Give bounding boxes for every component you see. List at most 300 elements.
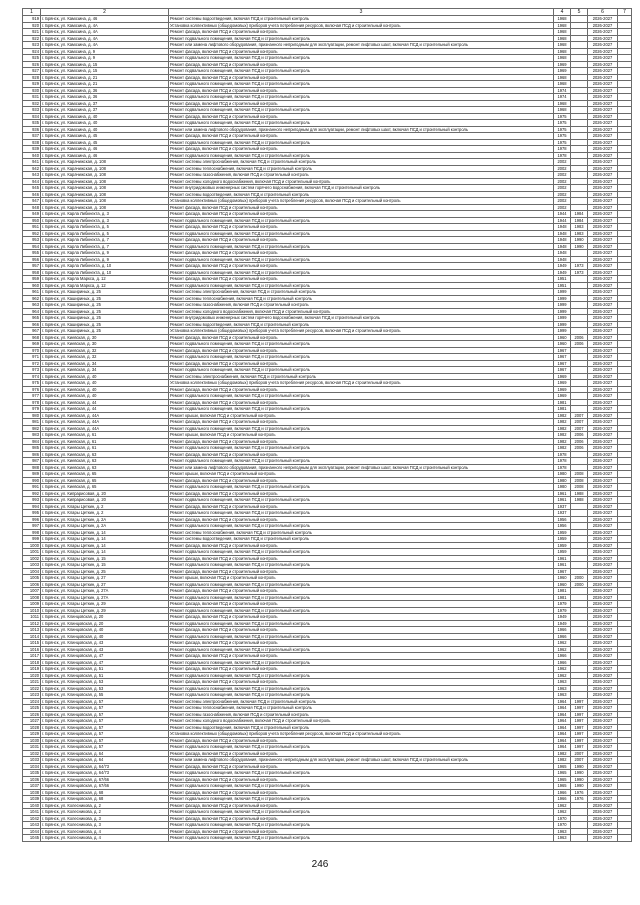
period-cell: 2026-2027	[588, 581, 618, 588]
address-cell: г. Брянск, ул. Клинцовская, д. 51	[41, 666, 169, 673]
row-number: 959	[23, 276, 41, 283]
row-number: 1032	[23, 750, 41, 757]
year-rebuilt-cell: 2006	[571, 432, 588, 439]
work-type-cell: Ремонт подвального помещения, включая ПСД и строительный контроль	[169, 68, 554, 75]
year-built-cell: 1948	[554, 230, 571, 237]
row-number: 968	[23, 334, 41, 341]
year-built-cell: 1999	[554, 295, 571, 302]
period-cell: 2026-2027	[588, 698, 618, 705]
address-cell: г. Брянск, ул. Киевская, д. 63	[41, 464, 169, 471]
address-cell: г. Брянск, ул. Кашириных, д. 25	[41, 302, 169, 309]
period-cell: 2026-2027	[588, 789, 618, 796]
address-cell: г. Брянск, ул. Клары Цеткин, д. 27	[41, 575, 169, 582]
year-rebuilt-cell: 1990	[571, 776, 588, 783]
address-cell: г. Брянск, ул. Киевская, д. 63	[41, 458, 169, 465]
work-type-cell: Ремонт подвального помещения, включая ПСД и строительный контроль	[169, 367, 554, 374]
period-cell: 2026-2027	[588, 757, 618, 764]
address-cell: г. Брянск, ул. Клинцовская, д. 67/66	[41, 783, 169, 790]
table-header-row	[23, 9, 632, 16]
period-cell: 2026-2027	[588, 432, 618, 439]
period-cell: 2026-2027	[588, 503, 618, 510]
row-number: 997	[23, 523, 41, 530]
period-cell: 2026-2027	[588, 61, 618, 68]
column-header-3: 3	[169, 9, 554, 16]
row-number: 969	[23, 341, 41, 348]
year-rebuilt-cell: 1997	[571, 737, 588, 744]
address-cell: г. Брянск, ул. Камозина, д. 37	[41, 100, 169, 107]
year-built-cell: 1948	[554, 224, 571, 231]
year-built-cell: 1968	[554, 16, 571, 23]
work-type-cell: Ремонт системы теплоснабжения, включая ПСД и строительный контроль	[169, 705, 554, 712]
row-number: 957	[23, 263, 41, 270]
period-cell: 2026-2027	[588, 230, 618, 237]
period-cell: 2026-2027	[588, 562, 618, 569]
year-built-cell: 1970	[554, 822, 571, 829]
row-number: 926	[23, 61, 41, 68]
work-type-cell: Ремонт фасада, включая ПСД и строительный контроль	[169, 640, 554, 647]
row-number: 972	[23, 360, 41, 367]
row-number: 1003	[23, 562, 41, 569]
work-type-cell: Ремонт подвального помещения, включая ПСД и строительный контроль	[169, 107, 554, 114]
row-number: 956	[23, 256, 41, 263]
row-number: 984	[23, 438, 41, 445]
row-number: 919	[23, 16, 41, 23]
row-number: 991	[23, 484, 41, 491]
year-built-cell: 1944	[554, 211, 571, 218]
year-built-cell: 1982	[554, 412, 571, 419]
work-type-cell: Ремонт фасада, включая ПСД и строительный контроль	[169, 737, 554, 744]
year-rebuilt-cell: 1997	[571, 698, 588, 705]
year-rebuilt-cell: 1990	[571, 770, 588, 777]
work-type-cell: Ремонт подвального помещения, включая ПСД и строительный контроль	[169, 659, 554, 666]
period-cell: 2026-2027	[588, 269, 618, 276]
period-cell: 2026-2027	[588, 113, 618, 120]
year-rebuilt-cell: 1990	[571, 783, 588, 790]
row-number: 1001	[23, 549, 41, 556]
work-type-cell: Ремонт подвального помещения, включая ПСД и строительный контроль	[169, 484, 554, 491]
period-cell: 2026-2027	[588, 555, 618, 562]
year-built-cell: 1962	[554, 640, 571, 647]
work-type-cell: Ремонт фасада, включая ПСД и строительный контроль	[169, 113, 554, 120]
row-number: 978	[23, 399, 41, 406]
year-built-cell: 2002	[554, 178, 571, 185]
year-rebuilt-cell	[571, 835, 588, 842]
address-cell: г. Брянск, ул. Киевская, д. 40	[41, 386, 169, 393]
year-built-cell: 1964	[554, 731, 571, 738]
address-cell: г. Брянск, ул. Клинцовская, д. 57	[41, 737, 169, 744]
work-type-cell: Ремонт системы водоотведения, включая ПСД и строительный контроль	[169, 16, 554, 23]
address-cell: г. Брянск, ул. Клары Цеткин, д. 29	[41, 607, 169, 614]
year-built-cell: 1949	[554, 620, 571, 627]
year-built-cell: 1964	[554, 711, 571, 718]
year-built-cell: 1999	[554, 328, 571, 335]
address-cell: г. Брянск, ул. Киевская, д. 30	[41, 341, 169, 348]
work-type-cell: Ремонт фасада, включая ПСД и строительный контроль	[169, 386, 554, 393]
work-type-cell: Ремонт фасада, включая ПСД и строительный контроль	[169, 419, 554, 426]
work-type-cell: Ремонт фасада, включая ПСД и строительный контроль	[169, 627, 554, 634]
row-number: 932	[23, 100, 41, 107]
address-cell: г. Брянск, ул. Клары Цеткин, д. 27А	[41, 588, 169, 595]
period-cell: 2026-2027	[588, 347, 618, 354]
address-cell: г. Брянск, ул. Клинцовская, д. 20	[41, 614, 169, 621]
address-cell: г. Брянск, ул. Кашириных, д. 25	[41, 321, 169, 328]
period-cell: 2026-2027	[588, 159, 618, 166]
year-built-cell: 1981	[554, 588, 571, 595]
address-cell: г. Брянск, ул. Кипрарисовая, д. 20	[41, 497, 169, 504]
period-cell: 2026-2027	[588, 445, 618, 452]
address-cell: г. Брянск, ул. Кашириных, д. 25	[41, 295, 169, 302]
work-type-cell: Ремонт крыши, включая ПСД и строительный контроль	[169, 471, 554, 478]
period-cell: 2026-2027	[588, 568, 618, 575]
address-cell: г. Брянск, ул. Киевская, д. 44А	[41, 425, 169, 432]
work-type-cell: Установка коллективных (общедомовых) приборов учета потребления ресурсов, включая ПСД и строительный контроль	[169, 328, 554, 335]
work-type-cell: Ремонт подвального помещения, включая ПСД и строительный контроль	[169, 523, 554, 530]
work-type-cell: Ремонт фасада, включая ПСД и строительный контроль	[169, 399, 554, 406]
period-cell: 2026-2027	[588, 783, 618, 790]
address-cell: г. Брянск, ул. Клары Цеткин, д. 14	[41, 549, 169, 556]
period-cell: 2026-2027	[588, 94, 618, 101]
year-rebuilt-cell: 2007	[571, 757, 588, 764]
work-type-cell: Ремонт подвального помещения, включая ПСД и строительный контроль	[169, 685, 554, 692]
row-number: 985	[23, 445, 41, 452]
year-built-cell: 1980	[554, 477, 571, 484]
year-built-cell: 2002	[554, 204, 571, 211]
work-type-cell: Ремонт подвального помещения, включая ПСД и строительный контроль	[169, 120, 554, 127]
period-cell: 2026-2027	[588, 204, 618, 211]
work-type-cell: Ремонт подвального помещения, включая ПСД и строительный контроль	[169, 94, 554, 101]
row-number: 1043	[23, 822, 41, 829]
work-type-cell: Ремонт системы теплоснабжения, включая ПСД и строительный контроль	[169, 529, 554, 536]
row-number: 1016	[23, 646, 41, 653]
period-cell: 2026-2027	[588, 607, 618, 614]
row-number: 1026	[23, 711, 41, 718]
work-type-cell: Ремонт подвального помещения, включая ПСД и строительный контроль	[169, 562, 554, 569]
period-cell: 2026-2027	[588, 74, 618, 81]
work-type-cell: Ремонт подвального помещения, включая ПСД и строительный контроль	[169, 549, 554, 556]
address-cell: г. Брянск, ул. Карачижская, д. 108	[41, 165, 169, 172]
address-cell: г. Брянск, ул. Карла Либкнехта, д. 10	[41, 263, 169, 270]
row-number: 1013	[23, 627, 41, 634]
year-built-cell: 2002	[554, 185, 571, 192]
year-built-cell: 1949	[554, 263, 571, 270]
row-number: 982	[23, 425, 41, 432]
work-type-cell: Ремонт системы холодного водоснабжения, включая ПСД и строительный контроль	[169, 308, 554, 315]
year-built-cell: 1959	[554, 529, 571, 536]
row-number: 949	[23, 211, 41, 218]
row-number: 939	[23, 146, 41, 153]
period-cell: 2026-2027	[588, 399, 618, 406]
year-built-cell: 1967	[554, 347, 571, 354]
address-cell: г. Брянск, ул. Киевская, д. 63	[41, 451, 169, 458]
address-cell: г. Брянск, ул. Клары Цеткин, д. 15	[41, 562, 169, 569]
row-number: 981	[23, 419, 41, 426]
address-cell: г. Брянск, ул. Колесникова, д. 2	[41, 809, 169, 816]
period-cell: 2026-2027	[588, 523, 618, 530]
period-cell: 2026-2027	[588, 321, 618, 328]
row-number: 1036	[23, 776, 41, 783]
year-built-cell: 1968	[554, 29, 571, 36]
row-number: 983	[23, 432, 41, 439]
year-built-cell: 1982	[554, 438, 571, 445]
row-number: 961	[23, 289, 41, 296]
address-cell: г. Брянск, ул. Карла Либкнехта, д. 7	[41, 237, 169, 244]
work-type-cell: Ремонт фасада, включая ПСД и строительный контроль	[169, 477, 554, 484]
address-cell: г. Брянск, ул. Клинцовская, д. 40	[41, 627, 169, 634]
year-built-cell: 1968	[554, 100, 571, 107]
address-cell: г. Брянск, ул. Клары Цеткин, д. 2А	[41, 516, 169, 523]
period-cell: 2026-2027	[588, 295, 618, 302]
year-rebuilt-cell: 1990	[571, 243, 588, 250]
period-cell: 2026-2027	[588, 724, 618, 731]
year-built-cell: 1975	[554, 133, 571, 140]
address-cell: г. Брянск, ул. Камозина, д. 40	[41, 126, 169, 133]
year-built-cell: 1962	[554, 672, 571, 679]
row-number: 1025	[23, 705, 41, 712]
period-cell: 2026-2027	[588, 672, 618, 679]
year-built-cell: 1949	[554, 614, 571, 621]
year-built-cell: 1966	[554, 789, 571, 796]
year-rebuilt-cell: 2000	[571, 575, 588, 582]
address-cell: г. Брянск, ул. Клинцовская, д. 47	[41, 653, 169, 660]
year-rebuilt-cell: 2006	[571, 334, 588, 341]
row-number: 953	[23, 237, 41, 244]
work-type-cell: Установка коллективных (общедомовых) приборов учета потребления ресурсов, включая ПСД и строительный контроль	[169, 731, 554, 738]
year-built-cell: 1978	[554, 464, 571, 471]
row-number: 1011	[23, 614, 41, 621]
column-header-1: 1	[23, 9, 41, 16]
row-number: 990	[23, 477, 41, 484]
year-built-cell: 2002	[554, 198, 571, 205]
year-built-cell: 1964	[554, 744, 571, 751]
address-cell: г. Брянск, ул. Колесникова, д. 4	[41, 835, 169, 842]
work-type-cell: Ремонт фасада, включая ПСД и строительный контроль	[169, 750, 554, 757]
address-cell: г. Брянск, ул. Карачижская, д. 108	[41, 198, 169, 205]
year-built-cell: 1964	[554, 724, 571, 731]
year-built-cell: 1979	[554, 607, 571, 614]
period-cell: 2026-2027	[588, 16, 618, 23]
work-type-cell: Ремонт подвального помещения, включая ПСД и строительный контроль	[169, 672, 554, 679]
address-cell: г. Брянск, ул. Клинцовская, д. 57	[41, 711, 169, 718]
row-number: 1004	[23, 568, 41, 575]
year-rebuilt-cell: 2000	[571, 581, 588, 588]
address-cell: г. Брянск, ул. Карла Либкнехта, д. 5	[41, 230, 169, 237]
period-cell: 2026-2027	[588, 341, 618, 348]
address-cell: г. Брянск, ул. Клары Цеткин, д. 14	[41, 536, 169, 543]
address-cell: г. Брянск, ул. Клинцовская, д. 57	[41, 731, 169, 738]
period-cell: 2026-2027	[588, 685, 618, 692]
year-built-cell: 1981	[554, 594, 571, 601]
work-type-cell: Ремонт фасада, включая ПСД и строительный контроль	[169, 490, 554, 497]
row-number: 931	[23, 94, 41, 101]
address-cell: г. Брянск, ул. Клинцовская, д. 57	[41, 744, 169, 751]
address-cell: г. Брянск, ул. Кашириных, д. 25	[41, 315, 169, 322]
work-type-cell: Ремонт подвального помещения, включая ПСД и строительный контроль	[169, 282, 554, 289]
row-number: 1018	[23, 659, 41, 666]
year-built-cell: 1980	[554, 484, 571, 491]
address-cell: г. Брянск, ул. Клинцовская, д. 55	[41, 692, 169, 699]
address-cell: г. Брянск, ул. Киевская, д. 30	[41, 334, 169, 341]
work-type-cell: Ремонт подвального помещения, включая ПСД и строительный контроль	[169, 822, 554, 829]
work-type-cell: Ремонт подвального помещения, включая ПСД и строительный контроль	[169, 646, 554, 653]
address-cell: г. Брянск, ул. Карла Либкнехта, д. 7	[41, 243, 169, 250]
year-built-cell: 1982	[554, 445, 571, 452]
work-type-cell: Ремонт подвального помещения, включая ПСД и строительный контроль	[169, 835, 554, 842]
work-type-cell: Ремонт подвального помещения, включая ПСД и строительный контроль	[169, 770, 554, 777]
address-cell: г. Брянск, ул. Кипрарисовая, д. 20	[41, 490, 169, 497]
year-built-cell: 1964	[554, 737, 571, 744]
period-cell: 2026-2027	[588, 315, 618, 322]
address-cell: г. Брянск, ул. Клинцовская, д. 64	[41, 757, 169, 764]
year-built-cell: 1975	[554, 139, 571, 146]
row-number: 934	[23, 113, 41, 120]
row-number: 1041	[23, 809, 41, 816]
row-number: 1024	[23, 698, 41, 705]
work-type-cell: Ремонт или замена лифтового оборудования, признанного непригодным для эксплуатации, ремонт лифтовых шахт, включая ПСД и строительный контроль	[169, 126, 554, 133]
period-cell: 2026-2027	[588, 666, 618, 673]
row-number: 1034	[23, 763, 41, 770]
row-number: 925	[23, 55, 41, 62]
row-number: 927	[23, 68, 41, 75]
address-cell: г. Брянск, ул. Карачижская, д. 108	[41, 178, 169, 185]
period-cell: 2026-2027	[588, 763, 618, 770]
work-type-cell: Ремонт подвального помещения, включая ПСД и строительный контроль	[169, 458, 554, 465]
work-type-cell: Ремонт подвального помещения, включая ПСД и строительный контроль	[169, 692, 554, 699]
row-number: 1044	[23, 828, 41, 835]
period-cell: 2026-2027	[588, 393, 618, 400]
row-number: 1019	[23, 666, 41, 673]
row-number: 963	[23, 302, 41, 309]
period-cell: 2026-2027	[588, 178, 618, 185]
period-cell: 2026-2027	[588, 490, 618, 497]
row-number: 1007	[23, 588, 41, 595]
work-type-cell: Ремонт фасада, включая ПСД и строительный контроль	[169, 666, 554, 673]
year-built-cell: 1948	[554, 250, 571, 257]
period-cell: 2026-2027	[588, 367, 618, 374]
address-cell: г. Брянск, ул. Киевская, д. 44	[41, 406, 169, 413]
year-built-cell: 1964	[554, 718, 571, 725]
year-built-cell: 1974	[554, 87, 571, 94]
period-cell: 2026-2027	[588, 354, 618, 361]
row-number: 1030	[23, 737, 41, 744]
row-number: 928	[23, 74, 41, 81]
period-cell: 2026-2027	[588, 334, 618, 341]
period-cell: 2026-2027	[588, 464, 618, 471]
year-built-cell: 1937	[554, 503, 571, 510]
period-cell: 2026-2027	[588, 653, 618, 660]
year-rebuilt-cell: 2007	[571, 750, 588, 757]
period-cell: 2026-2027	[588, 796, 618, 803]
year-built-cell: 2002	[554, 191, 571, 198]
work-type-cell: Ремонт системы газоснабжения, включая ПСД и строительный контроль	[169, 302, 554, 309]
year-built-cell: 1978	[554, 152, 571, 159]
work-type-cell: Ремонт системы холодного водоснабжения, включая ПСД и строительный контроль	[169, 718, 554, 725]
work-type-cell: Ремонт фасада, включая ПСД и строительный контроль	[169, 451, 554, 458]
period-cell: 2026-2027	[588, 750, 618, 757]
year-rebuilt-cell: 1997	[571, 724, 588, 731]
address-cell: г. Брянск, ул. Киевская, д. 40	[41, 393, 169, 400]
work-type-cell: Ремонт подвального помещения, включая ПСД и строительный контроль	[169, 230, 554, 237]
row-number: 937	[23, 133, 41, 140]
row-number: 1023	[23, 692, 41, 699]
row-number: 1045	[23, 835, 41, 842]
row-number: 967	[23, 328, 41, 335]
row-number: 1009	[23, 601, 41, 608]
row-number: 965	[23, 315, 41, 322]
period-cell: 2026-2027	[588, 640, 618, 647]
year-built-cell: 1982	[554, 750, 571, 757]
address-cell: г. Брянск, ул. Клинцовская, д. 53	[41, 685, 169, 692]
address-cell: г. Брянск, ул. Камозина, д. 4А	[41, 29, 169, 36]
work-type-cell: Ремонт фасада, включая ПСД и строительный контроль	[169, 789, 554, 796]
period-cell: 2026-2027	[588, 120, 618, 127]
work-type-cell: Ремонт подвального помещения, включая ПСД и строительный контроль	[169, 607, 554, 614]
work-type-cell: Ремонт внутридомовых инженерных систем горячего водоснабжения, включая ПСД и строительный контроль	[169, 185, 554, 192]
work-type-cell: Ремонт фасада, включая ПСД и строительный контроль	[169, 653, 554, 660]
period-cell: 2026-2027	[588, 152, 618, 159]
row-number: 954	[23, 243, 41, 250]
period-cell: 2026-2027	[588, 822, 618, 829]
year-built-cell: 1960	[554, 334, 571, 341]
work-type-cell: Ремонт фасада, включая ПСД и строительный контроль	[169, 815, 554, 822]
period-cell: 2026-2027	[588, 328, 618, 335]
year-rebuilt-cell: 1997	[571, 731, 588, 738]
row-number: 960	[23, 282, 41, 289]
year-built-cell: 1968	[554, 22, 571, 29]
year-built-cell: 1969	[554, 380, 571, 387]
year-built-cell: 1999	[554, 308, 571, 315]
row-number: 920	[23, 22, 41, 29]
work-type-cell: Ремонт подвального помещения, включая ПСД и строительный контроль	[169, 744, 554, 751]
row-number: 973	[23, 367, 41, 374]
period-cell: 2026-2027	[588, 419, 618, 426]
year-built-cell: 1967	[554, 568, 571, 575]
row-number: 1031	[23, 744, 41, 751]
work-type-cell: Ремонт подвального помещения, включая ПСД и строительный контроль	[169, 445, 554, 452]
work-type-cell: Ремонт крыши, включая ПСД и строительный контроль	[169, 412, 554, 419]
row-number: 1021	[23, 679, 41, 686]
period-cell: 2026-2027	[588, 198, 618, 205]
period-cell: 2026-2027	[588, 81, 618, 88]
work-type-cell: Ремонт фасада, включая ПСД и строительный контроль	[169, 276, 554, 283]
period-cell: 2026-2027	[588, 172, 618, 179]
year-built-cell: 1948	[554, 256, 571, 263]
row-number: 936	[23, 126, 41, 133]
year-built-cell: 1969	[554, 373, 571, 380]
period-cell: 2026-2027	[588, 211, 618, 218]
year-built-cell: 1965	[554, 770, 571, 777]
address-cell: г. Брянск, ул. Клинцовская, д. 68	[41, 796, 169, 803]
address-cell: г. Брянск, ул. Клары Цеткин, д. 29	[41, 601, 169, 608]
year-rebuilt-cell: 1973	[571, 263, 588, 270]
period-cell: 2026-2027	[588, 484, 618, 491]
period-cell: 2026-2027	[588, 458, 618, 465]
address-cell: г. Брянск, ул. Карла Либкнехта, д. 3	[41, 217, 169, 224]
address-cell: г. Брянск, ул. Камозина, д. 40	[41, 113, 169, 120]
year-built-cell: 1951	[554, 282, 571, 289]
address-cell: г. Брянск, ул. Камозина, д. 21	[41, 81, 169, 88]
work-type-cell: Ремонт системы водоотведения, включая ПСД и строительный контроль	[169, 724, 554, 731]
year-built-cell: 1975	[554, 126, 571, 133]
year-rebuilt-cell: 1983	[571, 230, 588, 237]
row-number: 923	[23, 42, 41, 49]
column-header-4: 4	[554, 9, 571, 16]
row-number: 999	[23, 536, 41, 543]
work-type-cell: Ремонт фасада, включая ПСД и строительный контроль	[169, 48, 554, 55]
year-built-cell: 1962	[554, 802, 571, 809]
work-type-cell: Ремонт фасада, включая ПСД и строительный контроль	[169, 679, 554, 686]
row-number: 1000	[23, 542, 41, 549]
address-cell: г. Брянск, ул. Камозина, д. 45	[41, 133, 169, 140]
